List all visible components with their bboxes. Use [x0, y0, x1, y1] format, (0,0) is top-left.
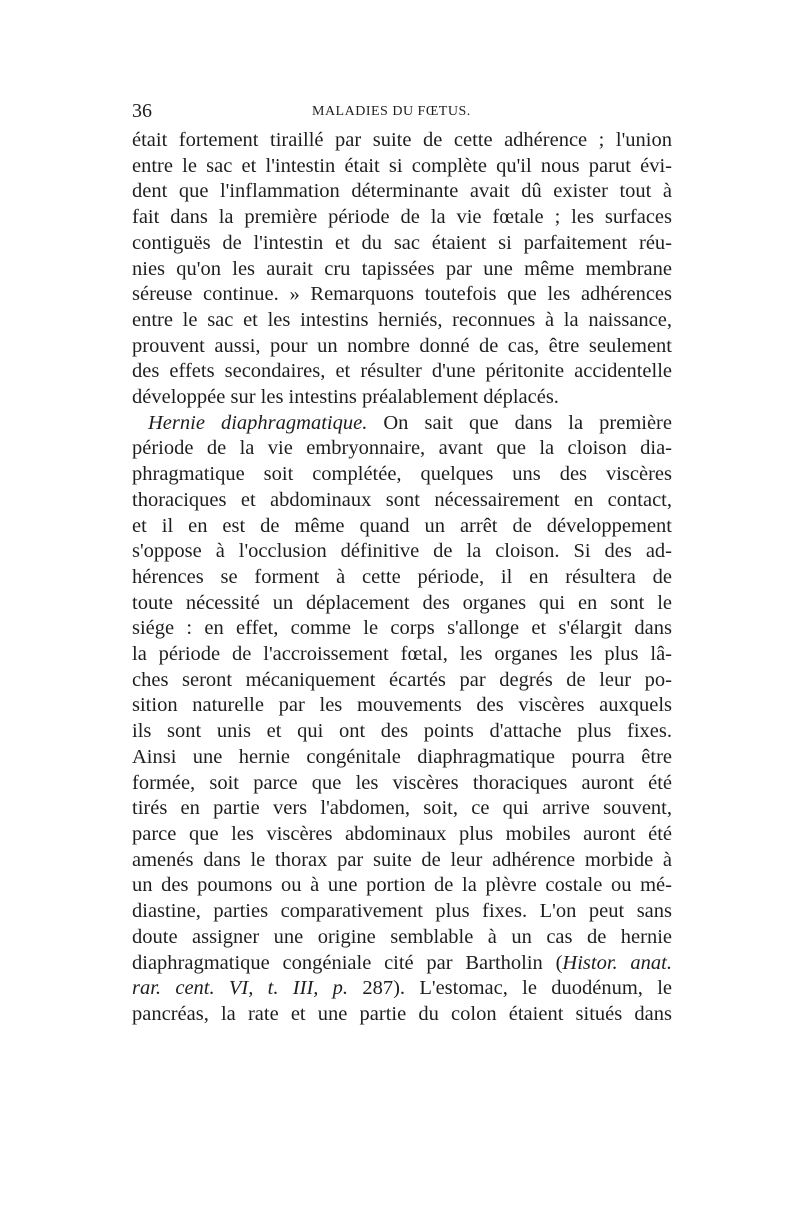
text-line: diastine, parties comparativement plus fixes. L'on peut sans: [132, 900, 672, 923]
text-line: prouvent aussi, pour un nombre donné de cas, être seulement: [132, 334, 672, 357]
text-line: thoraciques et abdominaux sont nécessairement en contact,: [132, 488, 672, 511]
text-line: toute nécessité un déplacement des organes qui en sont le: [132, 591, 672, 614]
text-line: dent que l'inflammation déterminante avait dû exister tout à: [132, 180, 672, 203]
page-number: 36: [132, 100, 152, 122]
citation-reference: rar. cent. VI, t. III, p.: [132, 977, 349, 1000]
text-line: sition naturelle par les mouvements des viscères auxquels: [132, 694, 672, 717]
text-line: Ainsi une hernie congénitale diaphragmatique pourra être: [132, 745, 672, 768]
citation-title: Histor. anat.: [562, 951, 672, 974]
page-header: [132, 98, 672, 124]
text-line: s'oppose à l'occlusion définitive de la cloison. Si des ad-: [132, 540, 672, 563]
text-line: entre le sac et l'intestin était si complète qu'il nous parut évi-: [132, 154, 672, 177]
text-line: amenés dans le thorax par suite de leur adhérence morbide à: [132, 848, 672, 871]
section-heading-line: [132, 411, 672, 437]
text-line: et il en est de même quand un arrêt de développement: [132, 514, 672, 537]
text-segment: 287). L'estomac, le duodénum, le: [348, 977, 672, 1000]
running-title: MALADIES DU FŒTUS.: [312, 104, 471, 119]
text-line: période de la vie embryonnaire, avant que la cloison dia-: [132, 437, 672, 460]
text-line: entre le sac et les intestins herniés, reconnues à la naissance,: [132, 308, 672, 331]
body-text: [132, 128, 672, 1028]
text-line: nies qu'on les aurait cru tapissées par une même membrane: [132, 257, 672, 280]
text-line: était fortement tiraillé par suite de cette adhérence ; l'union: [132, 129, 672, 151]
text-segment: On sait que dans la première: [367, 411, 672, 434]
section-heading: Hernie diaphragmatique.: [148, 411, 368, 434]
text-line: contiguës de l'intestin et du sac étaient si parfaitement réu-: [132, 231, 672, 254]
text-line-with-citation: [132, 951, 672, 977]
text-line: la période de l'accroissement fœtal, les organes les plus lâ-: [132, 643, 672, 666]
text-line: développée sur les intestins préalablement déplacés.: [132, 386, 559, 409]
text-line: séreuse continue. » Remarquons toutefois que les adhérences: [132, 283, 672, 306]
text-line: ches seront mécaniquement écartés par degrés de leur po-: [132, 668, 672, 691]
text-segment: diaphragmatique congéniale cité par Bartholin (: [132, 951, 563, 974]
text-line: pancréas, la rate et une partie du colon étaient situés dans: [132, 1002, 672, 1025]
text-line: hérences se forment à cette période, il en résultera de: [132, 565, 672, 588]
text-line: tirés en partie vers l'abdomen, soit, ce qui arrive souvent,: [132, 797, 672, 820]
text-line: phragmatique soit complétée, quelques uns des viscères: [132, 463, 672, 486]
text-line: siége : en effet, comme le corps s'allonge et s'élargit dans: [132, 617, 672, 640]
text-line: des effets secondaires, et résulter d'une péritonite accidentelle: [132, 360, 672, 383]
text-line: parce que les viscères abdominaux plus mobiles auront été: [132, 822, 672, 845]
text-line: formée, soit parce que les viscères thoraciques auront été: [132, 771, 672, 794]
text-line: doute assigner une origine semblable à un cas de hernie: [132, 925, 672, 948]
text-line: un des poumons ou à une portion de la plèvre costale ou mé-: [132, 874, 672, 897]
text-line: ils sont unis et qui ont des points d'attache plus fixes.: [132, 720, 672, 743]
text-line: fait dans la première période de la vie fœtale ; les surfaces: [132, 206, 672, 229]
text-line-with-citation: [132, 976, 672, 1002]
